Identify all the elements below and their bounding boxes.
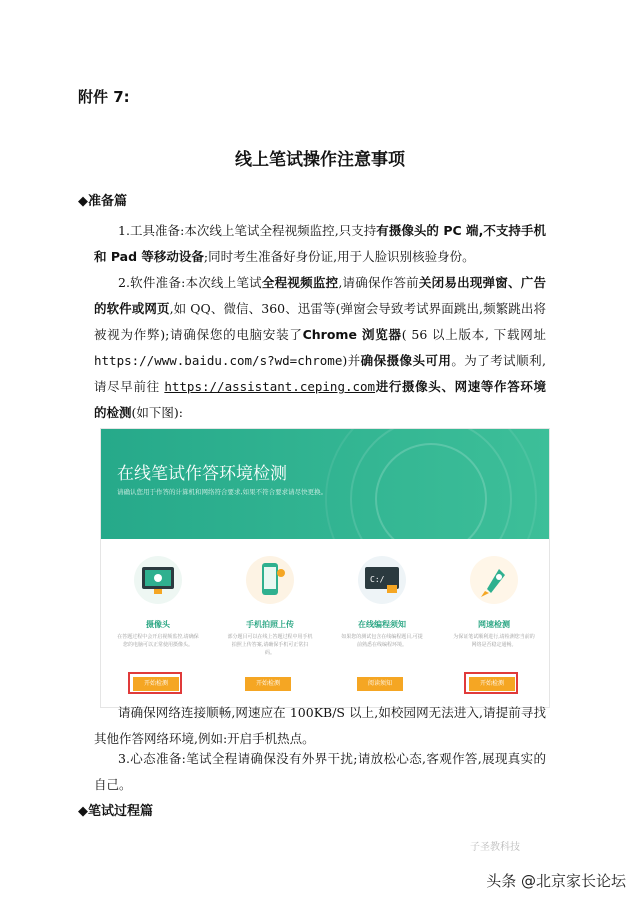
- banner-circles-decoration: [101, 429, 549, 539]
- screenshot-banner-title: 在线笔试作答环境检测: [117, 464, 287, 484]
- watermark: 子圣教科技: [470, 842, 520, 853]
- check-card-online-coding: [329, 545, 435, 705]
- screenshot-banner: [101, 429, 549, 539]
- svg-text:C:/: C:/: [370, 575, 385, 584]
- environment-check-screenshot: [100, 428, 550, 708]
- read-notice-button[interactable]: 阅读须知: [357, 677, 403, 691]
- download-url[interactable]: https://www.baidu.com/s?wd=chrome: [94, 353, 343, 368]
- camera-icon: [133, 555, 183, 605]
- card-description: 为保证笔试顺利进行,请检测您当前的网络是否稳定通畅。: [453, 634, 535, 648]
- assistant-link[interactable]: https://assistant.ceping.com: [164, 379, 376, 394]
- section-heading-prep: ◆准备篇: [78, 194, 127, 209]
- paragraph-network-note: 请确保网络连接顺畅,网速应在 100KB/S 以上,如校园网无法进入,请提前寻找其他作答网络环境,例如:开启手机热点。: [94, 705, 546, 746]
- paragraph-software-prep: 2.软件准备:本次线上笔试全程视频监控,请确保作答前关闭易出现弹窗、广告的软件或网页,如 QQ、微信、360、迅雷等(弹窗会导致考试界面跳出,频繁跳出将被视为作弊);请确保您的电脑安装了Chrome 浏览器( 56 以上版本, 下载网址 https://www.baidu.com/s?wd=chrome)并确保摄像头可用。为了考试顺利,请尽早前往 https://assistant.ceping.com进行摄像头、网速等作答环境的检测(如下图):: [94, 275, 546, 420]
- check-card-network-speed: [441, 545, 547, 705]
- start-check-button[interactable]: 开始检测: [133, 677, 179, 691]
- phone-icon: [245, 555, 295, 605]
- start-check-button[interactable]: 开始检测: [245, 677, 291, 691]
- section-heading-process: ◆笔试过程篇: [78, 804, 153, 819]
- card-title: 手机拍照上传: [246, 620, 294, 629]
- document-title: 线上笔试操作注意事项: [235, 150, 405, 170]
- card-description: 如果您的测试包含在线编程题目,可提前熟悉在线编程环境。: [341, 634, 423, 648]
- check-card-phone-upload: [217, 545, 323, 705]
- attachment-label: 附件 7:: [78, 88, 130, 106]
- screenshot-banner-subtitle: 请确认您用于作答的计算机和网络符合要求,如果不符合要求请尽快更换。: [117, 488, 328, 496]
- start-check-button[interactable]: 开始检测: [469, 677, 515, 691]
- paragraph-mindset-prep: 3.心态准备:笔试全程请确保没有外界干扰;请放松心态,客观作答,展现真实的自己。: [94, 751, 546, 792]
- card-title: 在线编程须知: [358, 620, 406, 629]
- code-monitor-icon: [357, 555, 407, 605]
- footer-source: 头条 @北京家长论坛: [486, 872, 626, 890]
- card-title: 网速检测: [478, 620, 510, 629]
- card-description: 部分题目可以在线上答题过程中用手机拍照上传答案,请确保手机可正常扫码。: [227, 634, 313, 656]
- card-description: 在答题过程中会开启视频监控,请确保您的电脑可以正常使用摄像头。: [117, 634, 199, 648]
- paragraph-tool-prep: 1.工具准备:本次线上笔试全程视频监控,只支持有摄像头的 PC 端,不支持手机和 Pad 等移动设备;同时考生准备好身份证,用于人脸识别核验身份。: [94, 223, 546, 264]
- rocket-icon: [469, 555, 519, 605]
- check-card-camera: [105, 545, 211, 705]
- card-title: 摄像头: [146, 620, 170, 629]
